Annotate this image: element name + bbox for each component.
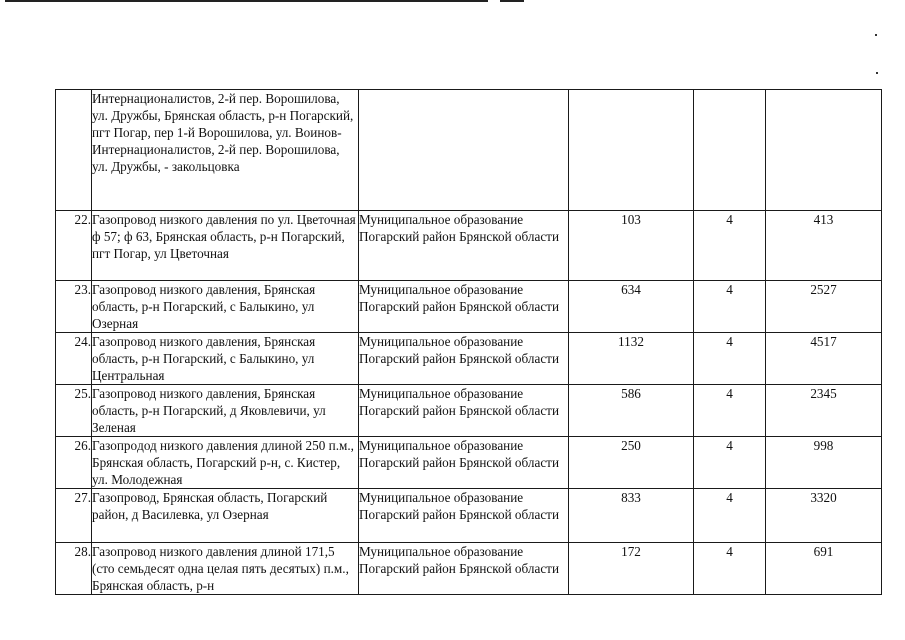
cost-value: 691	[766, 543, 882, 595]
cost-value	[766, 90, 882, 211]
top-rule-short	[500, 0, 524, 2]
object-description: Газопровод низкого давления, Брянская область, р-н Погарский, с Балыкино, ул Озерная	[92, 281, 359, 333]
owner: Муниципальное образование Погарский район Брянской области	[359, 543, 569, 595]
object-description: Газопровод низкого давления, Брянская область, р-н Погарский, д Яковлевичи, ул Зеленая	[92, 385, 359, 437]
cost-value: 413	[766, 211, 882, 281]
object-description: Газопрoдод низкого давления длиной 250 п.м., Брянская область, Погарский р-н, с. Кистер, ул. Молодежная	[92, 437, 359, 489]
length-value: 103	[569, 211, 694, 281]
cost-value: 2527	[766, 281, 882, 333]
table-row	[56, 489, 882, 543]
row-number: 27.	[56, 489, 92, 543]
owner: Муниципальное образование Погарский район Брянской области	[359, 489, 569, 543]
top-rule	[5, 0, 488, 2]
length-value: 634	[569, 281, 694, 333]
category-value: 4	[694, 333, 766, 385]
owner: Муниципальное образование Погарский район Брянской области	[359, 385, 569, 437]
length-value: 250	[569, 437, 694, 489]
row-number	[56, 90, 92, 211]
category-value	[694, 90, 766, 211]
table-row	[56, 281, 882, 333]
property-table	[55, 89, 882, 595]
row-number: 24.	[56, 333, 92, 385]
category-value: 4	[694, 385, 766, 437]
object-description: Интернационалистов, 2-й пер. Ворошилова, ул. Дружбы, Брянская область, р-н Погарский, пгт Погар, пер 1-й Ворошилова, ул. Воинов-Интернационалистов, 2-й пер. Ворошилова, ул. Дружбы, - закольцовка	[92, 90, 359, 211]
scan-speck	[876, 72, 878, 74]
row-number: 25.	[56, 385, 92, 437]
table-row	[56, 333, 882, 385]
category-value: 4	[694, 489, 766, 543]
row-number: 28.	[56, 543, 92, 595]
row-number: 22.	[56, 211, 92, 281]
scan-speck	[875, 34, 877, 36]
cost-value: 3320	[766, 489, 882, 543]
length-value: 586	[569, 385, 694, 437]
length-value: 1132	[569, 333, 694, 385]
length-value: 833	[569, 489, 694, 543]
owner: Муниципальное образование Погарский район Брянской области	[359, 281, 569, 333]
cost-value: 4517	[766, 333, 882, 385]
category-value: 4	[694, 211, 766, 281]
row-number: 26.	[56, 437, 92, 489]
table-row	[56, 211, 882, 281]
length-value	[569, 90, 694, 211]
owner: Муниципальное образование Погарский район Брянской области	[359, 211, 569, 281]
table-row	[56, 385, 882, 437]
owner: Муниципальное образование Погарский район Брянской области	[359, 437, 569, 489]
table-row	[56, 437, 882, 489]
object-description: Газопровод низкого давления длиной 171,5 (сто семьдесят одна целая пять десятых) п.м., Брянская область, р-н	[92, 543, 359, 595]
object-description: Газопровод, Брянская область, Погарский район, д Василевка, ул Озерная	[92, 489, 359, 543]
object-description: Газопровод низкого давления по ул. Цветочная ф 57; ф 63, Брянская область, р-н Погарский, пгт Погар, ул Цветочная	[92, 211, 359, 281]
row-number: 23.	[56, 281, 92, 333]
cost-value: 2345	[766, 385, 882, 437]
table-row	[56, 90, 882, 211]
object-description: Газопровод низкого давления, Брянская область, р-н Погарский, с Балыкино, ул Центральная	[92, 333, 359, 385]
owner: Муниципальное образование Погарский район Брянской области	[359, 333, 569, 385]
length-value: 172	[569, 543, 694, 595]
cost-value: 998	[766, 437, 882, 489]
owner	[359, 90, 569, 211]
category-value: 4	[694, 437, 766, 489]
category-value: 4	[694, 281, 766, 333]
category-value: 4	[694, 543, 766, 595]
table-row	[56, 543, 882, 595]
